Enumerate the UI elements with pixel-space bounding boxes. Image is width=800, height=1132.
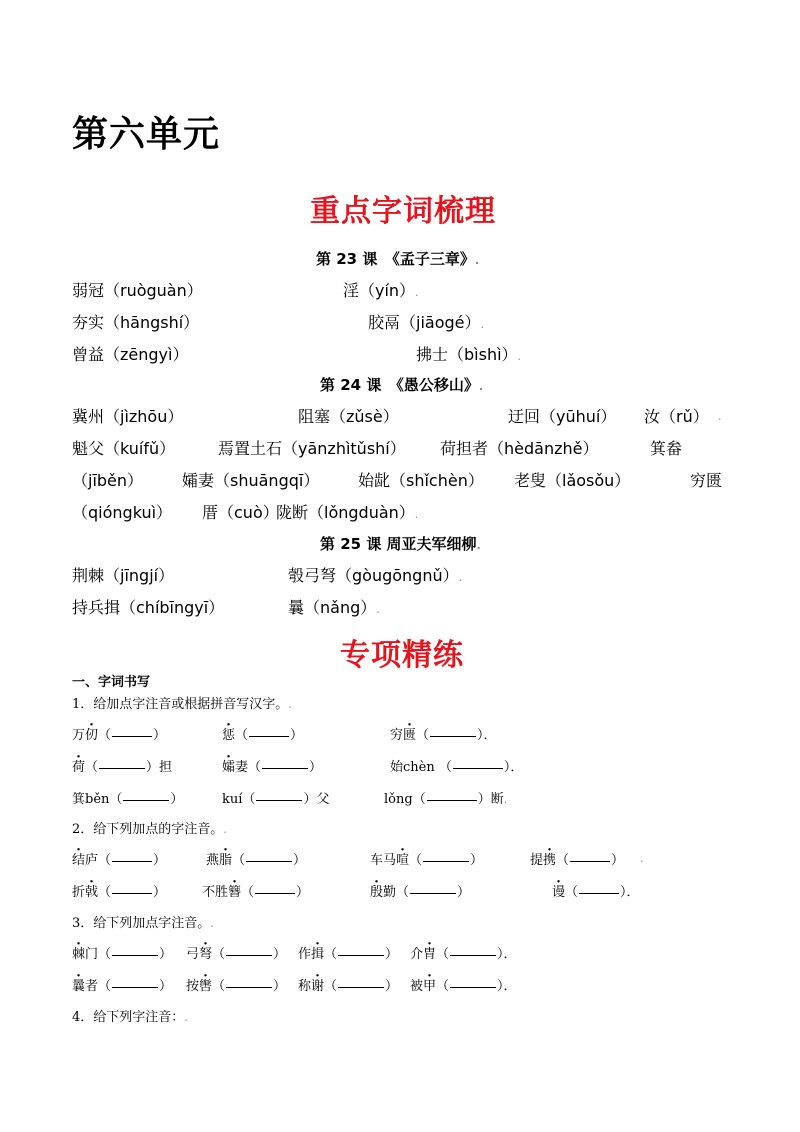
fill-item: 不胜簪（ ） <box>202 885 310 900</box>
question-2-prompt: 2．给下列加点的字注音。. <box>72 822 227 837</box>
fill-item: 荷（ ）担 <box>72 760 173 775</box>
vocab-entry: 弱冠（ruòguàn） <box>72 281 203 300</box>
vocab-entry: 荷担者（hèdānzhě） <box>440 439 599 458</box>
fill-item: 穷匮（ ）． <box>390 728 497 743</box>
fill-item: 始chèn （ ）． <box>390 760 524 775</box>
fill-item: 曩者（ ） <box>72 979 173 994</box>
vocab-entry: 荆棘（jīngjí） <box>72 566 175 585</box>
question-3-prompt: 3．给下列加点字注音。. <box>72 916 214 931</box>
fill-item: 提携（ ） <box>530 853 625 868</box>
answer-blank[interactable] <box>450 986 496 988</box>
format-mark: . <box>718 410 722 423</box>
vocab-entry: 阻塞（zǔsè） <box>298 407 399 426</box>
answer-blank[interactable] <box>112 860 152 862</box>
vocab-entry: 汝（rǔ） <box>644 407 709 426</box>
fill-item: 被甲（ ）． <box>410 979 517 994</box>
fill-item: 殷勤（ ） <box>370 885 471 900</box>
fill-item: 结庐（ ） <box>72 853 167 868</box>
answer-blank[interactable] <box>579 892 619 894</box>
fill-item: 折戟（ ） <box>72 885 167 900</box>
vocab-entry: 魁父（kuífǔ） <box>72 439 176 458</box>
answer-blank[interactable] <box>99 767 145 769</box>
fill-item: 棘门（ ） <box>72 947 173 962</box>
section-title-practice: 专项精练 <box>340 638 464 673</box>
fill-item: 燕脂（ ） <box>206 853 307 868</box>
answer-blank[interactable] <box>249 735 289 737</box>
part-heading: 一、字词书写 <box>72 675 151 690</box>
fill-item: 惩（ ） <box>222 728 304 743</box>
answer-blank[interactable] <box>423 860 469 862</box>
fill-item: lǒng（ ）断. <box>384 792 508 807</box>
unit-title: 第六单元 <box>72 114 221 155</box>
vocab-entry: 焉置土石（yānzhìtǔshí） <box>218 439 406 458</box>
fill-item: 弓弩（ ） <box>186 947 287 962</box>
vocab-entry: （qióngkuì） <box>72 503 173 522</box>
answer-blank[interactable] <box>112 892 152 894</box>
lesson-25-title: 第 25 课 周亚夫军细柳. <box>320 535 481 553</box>
answer-blank[interactable] <box>255 892 295 894</box>
answer-blank[interactable] <box>338 954 384 956</box>
vocab-entry: 彀弓弩（gòugōngnǔ）. <box>288 566 463 585</box>
fill-item: 孀妻（ ） <box>222 760 323 775</box>
vocab-entry: 胶鬲（jiāogé）. <box>368 313 484 332</box>
vocab-entry: 持兵揖（chíbīngyī） <box>72 598 225 617</box>
vocab-entry: 穷匮 <box>690 471 723 490</box>
vocab-entry: 箕畚 <box>650 439 683 458</box>
fill-item: 箕běn（ ） <box>72 792 184 807</box>
fill-item: 介胄（ ）． <box>410 947 517 962</box>
fill-item: kuí（ ）父 <box>222 792 330 807</box>
vocab-entry: 曩（nǎng）. <box>288 598 380 617</box>
answer-blank[interactable] <box>430 735 476 737</box>
fill-item: 谩（ ）． <box>552 885 640 900</box>
fill-item: 称谢（ ） <box>298 979 399 994</box>
vocab-entry: 始龀（shǐchèn） <box>358 471 484 490</box>
fill-item: 作揖（ ） <box>298 947 399 962</box>
answer-blank[interactable] <box>112 735 152 737</box>
fill-item: 按辔（ ） <box>186 979 287 994</box>
vocab-entry: 冀州（jìzhōu） <box>72 407 184 426</box>
answer-blank[interactable] <box>246 860 292 862</box>
answer-blank[interactable] <box>450 954 496 956</box>
lesson-24-title: 第 24 课 《愚公移山》. <box>320 376 484 394</box>
answer-blank[interactable] <box>570 860 610 862</box>
answer-blank[interactable] <box>226 986 272 988</box>
answer-blank[interactable] <box>427 799 477 801</box>
vocab-entry: 曾益（zēngyì） <box>72 345 189 364</box>
question-1-prompt: 1．给加点字注音或根据拼音写汉字。. <box>72 697 292 712</box>
vocab-entry: 淫（yín）. <box>343 281 419 300</box>
answer-blank[interactable] <box>453 767 503 769</box>
answer-blank[interactable] <box>256 799 302 801</box>
answer-blank[interactable] <box>226 954 272 956</box>
fill-item: 万仞（ ） <box>72 728 167 743</box>
vocab-entry: （jīběn） <box>72 471 144 490</box>
answer-blank[interactable] <box>112 986 158 988</box>
section-title-key-words: 重点字词梳理 <box>310 194 496 229</box>
vocab-entry: 拂士（bìshì）. <box>416 345 522 364</box>
answer-blank[interactable] <box>262 767 308 769</box>
vocab-entry: 夯实（hāngshí） <box>72 313 200 332</box>
lesson-23-title: 第 23 课 《孟子三章》. <box>316 250 480 268</box>
answer-blank[interactable] <box>338 986 384 988</box>
format-mark: . <box>640 852 644 865</box>
vocab-entry: 迂回（yūhuí） <box>508 407 617 426</box>
vocab-entry: 陇断（lǒngduàn）. <box>276 503 419 522</box>
question-4-prompt: 4．给下列字注音：. <box>72 1010 188 1025</box>
vocab-entry: 厝（cuò） <box>202 503 279 522</box>
answer-blank[interactable] <box>410 892 456 894</box>
vocab-entry: 孀妻（shuāngqī） <box>182 471 320 490</box>
fill-item: 车马喧（ ） <box>370 853 484 868</box>
answer-blank[interactable] <box>112 954 158 956</box>
answer-blank[interactable] <box>123 799 169 801</box>
vocab-entry: 老叟（lǎosǒu） <box>514 471 631 490</box>
